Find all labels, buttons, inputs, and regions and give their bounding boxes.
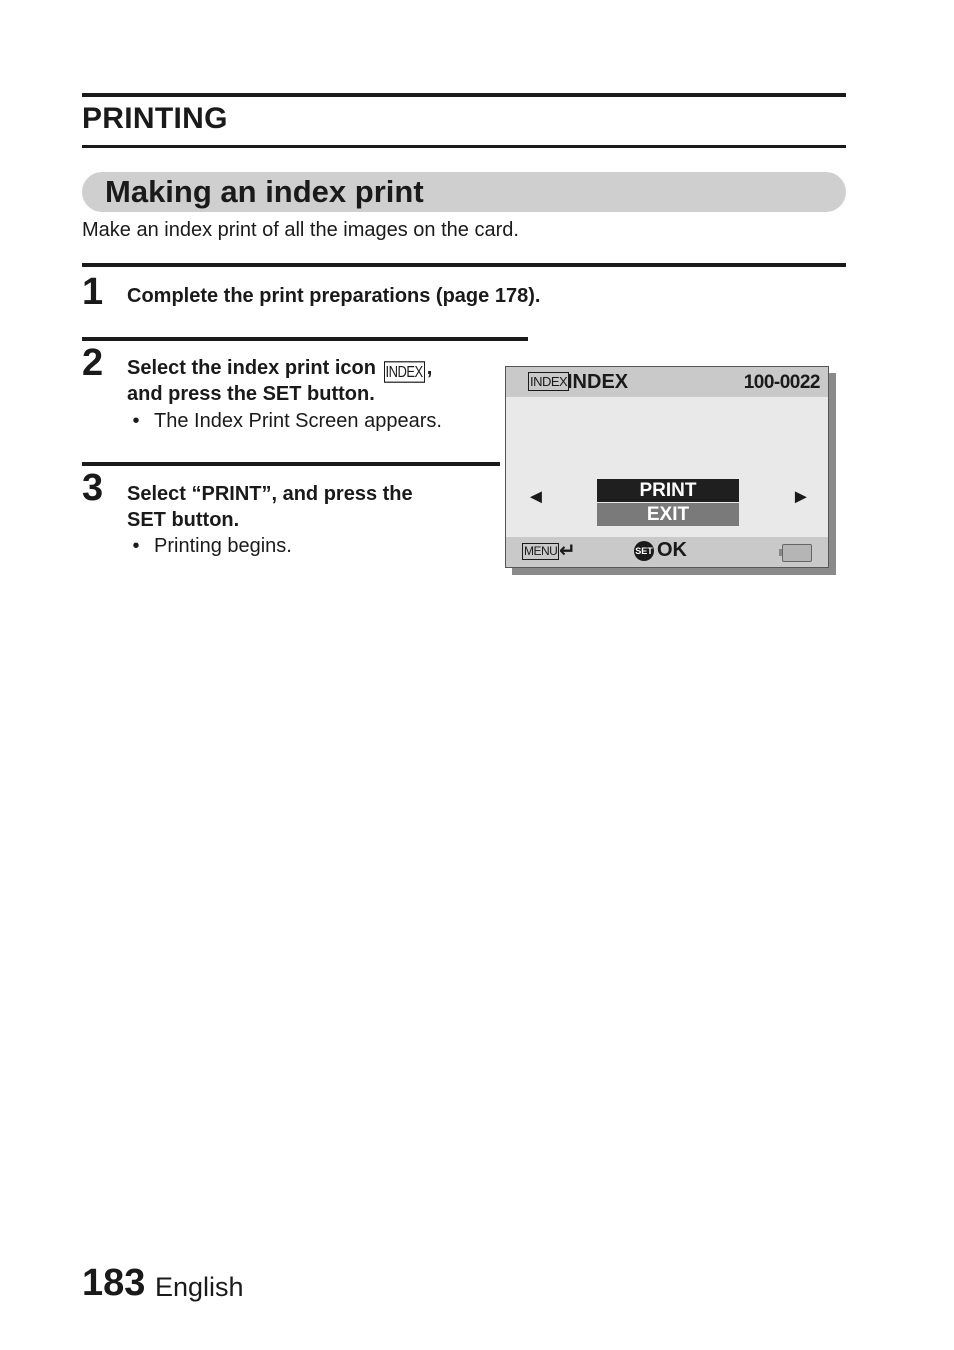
step-3-rule: [82, 462, 500, 466]
bullet-dot: •: [127, 410, 140, 432]
screen-title: INDEX: [567, 371, 629, 393]
exit-option: EXIT: [597, 503, 739, 526]
step-2-comma: ,: [426, 357, 433, 379]
frame-number: 100-0022: [743, 372, 820, 393]
step-1-text: Complete the print preparations (page 178).: [127, 285, 541, 307]
step-2-text: [127, 355, 487, 407]
page-title: Making an index print: [105, 174, 424, 209]
intro-text: Make an index print of all the images on the card.: [82, 219, 519, 241]
set-icon: SET: [634, 541, 654, 561]
top-rule: [82, 93, 846, 97]
step-2-rule: [82, 337, 528, 341]
step-2-text-c: and press the SET button.: [127, 383, 375, 405]
screen-top-bar: [506, 367, 828, 397]
step-2-bullet-text: The Index Print Screen appears.: [154, 410, 442, 432]
index-icon: INDEX: [530, 374, 568, 389]
step-3-bullet: [127, 533, 292, 559]
left-arrow-icon: ◄: [526, 486, 546, 508]
print-option: PRINT: [597, 479, 739, 502]
page-number: 183: [82, 1262, 146, 1304]
step-3-bullet-text: Printing begins.: [154, 535, 292, 557]
step-2-text-a: Select the index print icon: [127, 357, 376, 379]
section-title: PRINTING: [82, 102, 228, 135]
step-3-text-a: Select “PRINT”, and press the: [127, 483, 413, 505]
step-2-number: 2: [82, 342, 104, 384]
step-3-text-b: SET button.: [127, 509, 240, 531]
ok-label: OK: [657, 539, 687, 561]
screen-bottom-bar: [506, 537, 828, 567]
step-3-number: 3: [82, 467, 104, 509]
index-icon: INDEX: [384, 361, 425, 383]
page-language: English: [155, 1272, 244, 1302]
step-2-bullet: [127, 408, 442, 434]
battery-icon: [782, 544, 812, 562]
return-icon: ↵: [559, 540, 576, 562]
right-arrow-icon: ►: [791, 486, 811, 508]
bullet-dot: •: [127, 535, 140, 557]
menu-icon: MENU: [524, 544, 558, 558]
header-bottom-rule: [82, 145, 846, 148]
index-print-screen: [505, 366, 829, 568]
step-1-rule: [82, 263, 846, 267]
step-1-number: 1: [82, 271, 104, 313]
step-3-text: [127, 481, 487, 533]
